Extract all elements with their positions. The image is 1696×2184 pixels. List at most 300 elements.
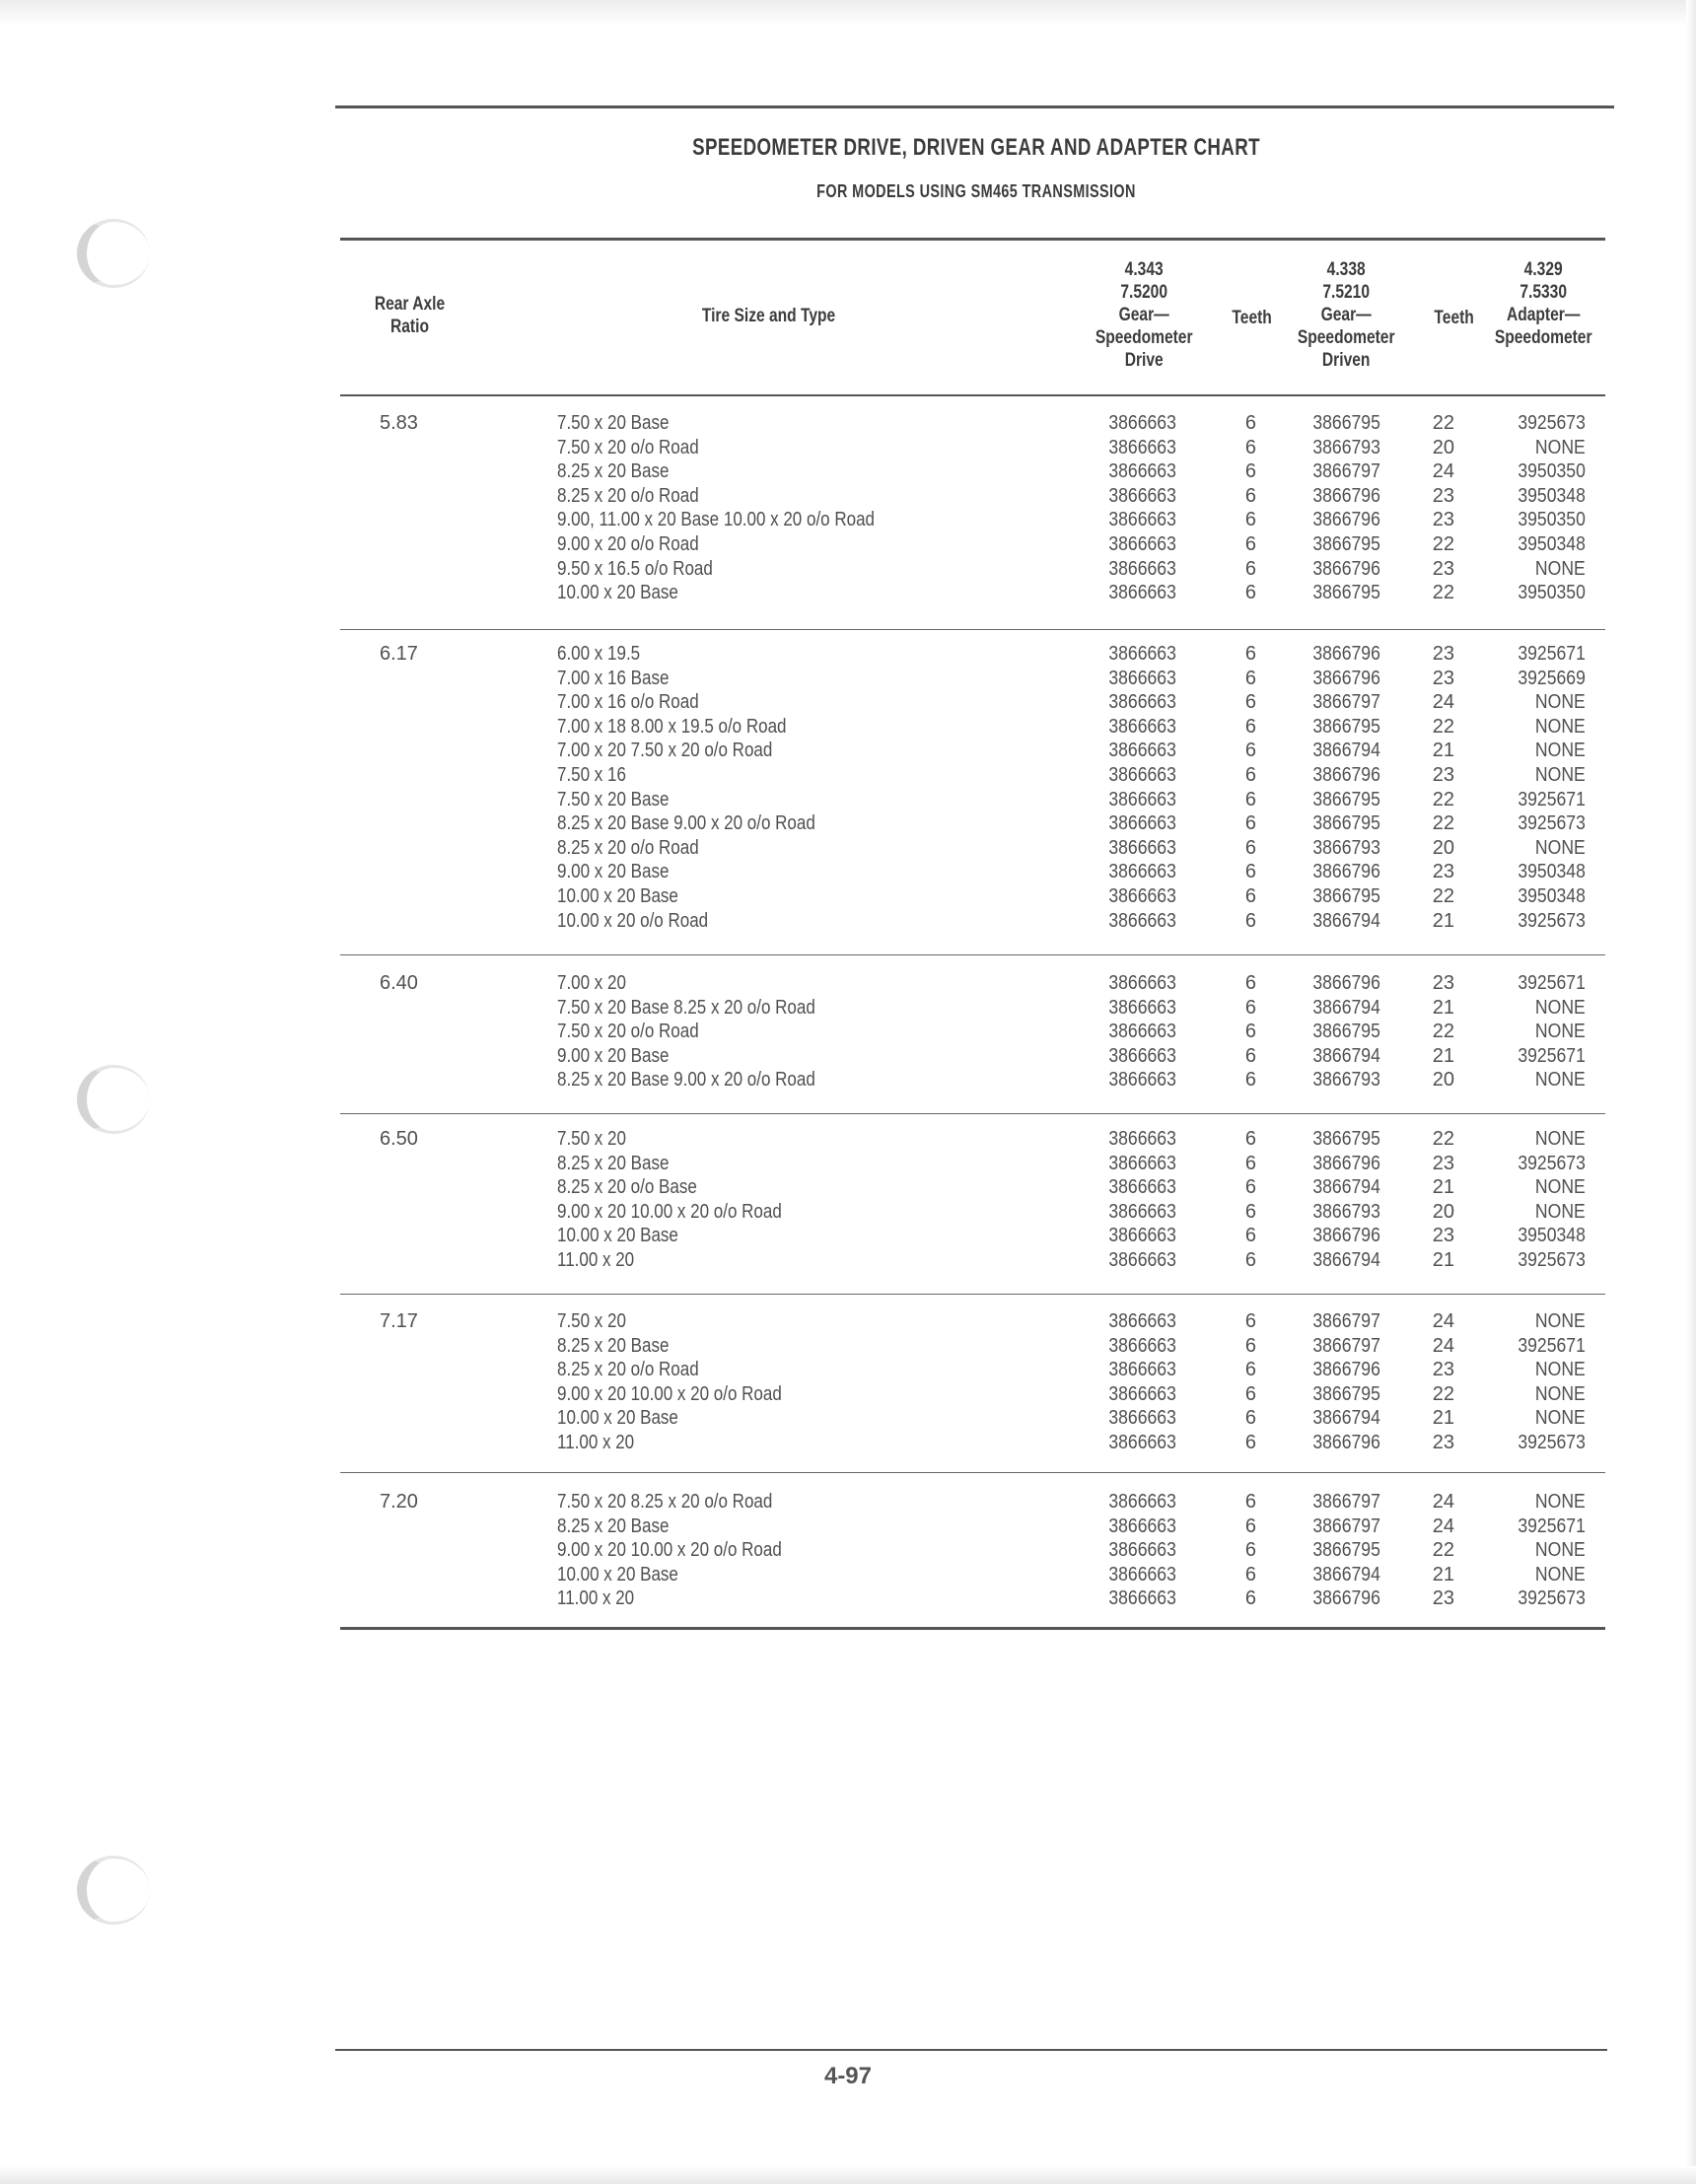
driven-cell: 3866797	[1312, 691, 1380, 714]
table-row	[0, 739, 1696, 763]
table-row	[0, 1490, 1696, 1515]
teeth2-cell: 22	[1432, 582, 1454, 604]
header-top-rule	[340, 238, 1605, 241]
teeth1-cell: 6	[1244, 1563, 1256, 1585]
driven-cell: 3866793	[1312, 436, 1380, 458]
table-row	[0, 971, 1696, 996]
chart-title: SPEEDOMETER DRIVE, DRIVEN GEAR AND ADAPTER CHART	[692, 134, 1260, 161]
tire-size-cell: 8.25 x 20 o/o Road	[557, 836, 699, 859]
teeth1-cell: 6	[1244, 861, 1256, 883]
teeth1-cell: 6	[1244, 1334, 1256, 1357]
tire-size-cell: 8.25 x 20 o/o Base	[557, 1176, 697, 1199]
driven-cell: 3866797	[1312, 1515, 1380, 1537]
tire-size-cell: 11.00 x 20	[557, 1587, 635, 1610]
tire-size-cell: 10.00 x 20 Base	[557, 1407, 678, 1430]
teeth2-cell: 23	[1432, 1432, 1454, 1453]
teeth1-cell: 6	[1244, 484, 1256, 507]
group-separator	[340, 1472, 1605, 1473]
adapter-cell: 3925671	[1518, 1334, 1586, 1357]
driven-cell: 3866796	[1312, 1225, 1380, 1247]
teeth2-cell: 23	[1432, 972, 1454, 994]
adapter-cell: 3925671	[1518, 1044, 1586, 1067]
teeth2-cell: 23	[1432, 764, 1454, 786]
driven-cell: 3866796	[1312, 484, 1380, 507]
teeth1-cell: 6	[1244, 885, 1256, 907]
drive-cell: 3866663	[1108, 812, 1176, 835]
header-driven-gear: 4.338 7.5210 Gear— Speedometer Driven	[1297, 259, 1395, 371]
table-row	[0, 1406, 1696, 1431]
teeth2-cell: 21	[1432, 996, 1454, 1019]
table-row	[0, 484, 1696, 509]
drive-cell: 3866663	[1108, 764, 1176, 786]
adapter-cell: NONE	[1535, 1563, 1586, 1585]
adapter-cell: NONE	[1535, 764, 1586, 786]
adapter-cell: NONE	[1535, 1382, 1586, 1405]
driven-cell: 3866797	[1312, 460, 1380, 483]
table-row	[0, 1127, 1696, 1152]
teeth1-cell: 6	[1244, 1407, 1256, 1430]
rear-axle-ratio: 7.20	[380, 1491, 418, 1513]
chart-subtitle: FOR MODELS USING SM465 TRANSMISSION	[816, 181, 1136, 201]
tire-size-cell: 8.25 x 20 Base	[557, 460, 670, 483]
tire-size-cell: 7.50 x 20 o/o Road	[557, 436, 699, 458]
header-adapter: 4.329 7.5330 Adapter— Speedometer	[1494, 259, 1592, 348]
group-separator	[340, 1294, 1605, 1295]
driven-cell: 3866794	[1312, 1249, 1380, 1271]
tire-size-cell: 8.25 x 20 Base	[557, 1152, 670, 1174]
teeth1-cell: 6	[1244, 533, 1256, 555]
teeth1-cell: 6	[1244, 764, 1256, 786]
adapter-cell: NONE	[1535, 1310, 1586, 1332]
table-row	[0, 1515, 1696, 1539]
teeth2-cell: 23	[1432, 509, 1454, 531]
scan-shadow-bottom	[0, 2166, 1696, 2184]
table-row	[0, 1538, 1696, 1563]
teeth2-cell: 23	[1432, 861, 1454, 883]
drive-cell: 3866663	[1108, 740, 1176, 762]
teeth2-cell: 22	[1432, 812, 1454, 835]
teeth2-cell: 24	[1432, 1491, 1454, 1513]
teeth2-cell: 23	[1432, 1359, 1454, 1381]
tire-size-cell: 9.00 x 20 10.00 x 20 o/o Road	[557, 1200, 782, 1223]
teeth2-cell: 21	[1432, 1249, 1454, 1271]
header-drive-gear: 4.343 7.5200 Gear— Speedometer Drive	[1095, 259, 1193, 371]
driven-cell: 3866795	[1312, 1382, 1380, 1405]
teeth2-cell: 23	[1432, 667, 1454, 689]
tire-size-cell: 7.00 x 18 8.00 x 19.5 o/o Road	[557, 715, 787, 738]
driven-cell: 3866795	[1312, 412, 1380, 434]
teeth1-cell: 6	[1244, 1587, 1256, 1610]
driven-cell: 3866796	[1312, 1359, 1380, 1381]
drive-cell: 3866663	[1108, 484, 1176, 507]
adapter-cell: NONE	[1535, 996, 1586, 1019]
drive-cell: 3866663	[1108, 1563, 1176, 1585]
table-row	[0, 1200, 1696, 1225]
table-row	[0, 1248, 1696, 1273]
tire-size-cell: 7.50 x 20 Base	[557, 412, 670, 434]
driven-cell: 3866794	[1312, 1407, 1380, 1430]
rear-axle-ratio: 6.40	[380, 972, 418, 994]
teeth2-cell: 20	[1432, 1200, 1454, 1223]
adapter-cell: 3950348	[1518, 1225, 1586, 1247]
teeth1-cell: 6	[1244, 509, 1256, 531]
teeth1-cell: 6	[1244, 643, 1256, 665]
footer-rule	[335, 2049, 1607, 2051]
drive-cell: 3866663	[1108, 557, 1176, 580]
drive-cell: 3866663	[1108, 788, 1176, 810]
tire-size-cell: 7.00 x 16 Base	[557, 667, 670, 689]
driven-cell: 3866796	[1312, 1432, 1380, 1453]
adapter-cell: NONE	[1535, 1176, 1586, 1199]
teeth2-cell: 23	[1432, 1152, 1454, 1174]
adapter-cell: 3925673	[1518, 1432, 1586, 1453]
driven-cell: 3866794	[1312, 1563, 1380, 1585]
teeth2-cell: 21	[1432, 1563, 1454, 1585]
drive-cell: 3866663	[1108, 1515, 1176, 1537]
drive-cell: 3866663	[1108, 667, 1176, 689]
teeth1-cell: 6	[1244, 1515, 1256, 1537]
tire-size-cell: 7.50 x 20 Base	[557, 788, 670, 810]
table-row	[0, 459, 1696, 484]
teeth2-cell: 21	[1432, 909, 1454, 932]
tire-size-cell: 7.50 x 20 Base 8.25 x 20 o/o Road	[557, 996, 815, 1019]
drive-cell: 3866663	[1108, 1491, 1176, 1513]
top-rule	[335, 106, 1614, 108]
teeth1-cell: 6	[1244, 1069, 1256, 1092]
drive-cell: 3866663	[1108, 436, 1176, 458]
tire-size-cell: 11.00 x 20	[557, 1432, 635, 1453]
teeth1-cell: 6	[1244, 582, 1256, 604]
header-tire-size: Tire Size and Type	[702, 306, 836, 326]
drive-cell: 3866663	[1108, 1249, 1176, 1271]
driven-cell: 3866796	[1312, 972, 1380, 994]
driven-cell: 3866795	[1312, 885, 1380, 907]
tire-size-cell: 7.00 x 16 o/o Road	[557, 691, 699, 714]
tire-size-cell: 7.50 x 20	[557, 1128, 626, 1150]
adapter-cell: 3925673	[1518, 1152, 1586, 1174]
teeth2-cell: 22	[1432, 788, 1454, 810]
drive-cell: 3866663	[1108, 972, 1176, 994]
table-row	[0, 996, 1696, 1021]
table-row	[0, 1358, 1696, 1382]
tire-size-cell: 9.00 x 20 10.00 x 20 o/o Road	[557, 1539, 782, 1562]
table-row	[0, 1224, 1696, 1248]
tire-size-cell: 9.00 x 20 10.00 x 20 o/o Road	[557, 1382, 782, 1405]
teeth2-cell: 24	[1432, 1310, 1454, 1332]
drive-cell: 3866663	[1108, 1382, 1176, 1405]
tire-size-cell: 8.25 x 20 Base	[557, 1515, 670, 1537]
adapter-cell: NONE	[1535, 1407, 1586, 1430]
driven-cell: 3866796	[1312, 764, 1380, 786]
group-separator	[340, 954, 1605, 955]
table-row	[0, 508, 1696, 532]
tire-size-cell: 8.25 x 20 Base 9.00 x 20 o/o Road	[557, 812, 815, 835]
teeth2-cell: 23	[1432, 484, 1454, 507]
teeth2-cell: 22	[1432, 1021, 1454, 1043]
adapter-cell: NONE	[1535, 436, 1586, 458]
driven-cell: 3866795	[1312, 715, 1380, 738]
table-row	[0, 715, 1696, 740]
header-teeth-drive: Teeth	[1232, 308, 1273, 328]
teeth2-cell: 21	[1432, 740, 1454, 762]
teeth2-cell: 22	[1432, 412, 1454, 434]
teeth2-cell: 21	[1432, 1176, 1454, 1199]
teeth2-cell: 24	[1432, 691, 1454, 714]
adapter-cell: 3950348	[1518, 484, 1586, 507]
teeth1-cell: 6	[1244, 1021, 1256, 1043]
teeth2-cell: 20	[1432, 1069, 1454, 1092]
adapter-cell: 3950350	[1518, 582, 1586, 604]
table-row	[0, 1152, 1696, 1176]
tire-size-cell: 9.50 x 16.5 o/o Road	[557, 557, 713, 580]
teeth2-cell: 23	[1432, 1225, 1454, 1247]
tire-size-cell: 9.00 x 20 Base	[557, 861, 670, 883]
drive-cell: 3866663	[1108, 836, 1176, 859]
drive-cell: 3866663	[1108, 460, 1176, 483]
table-row	[0, 642, 1696, 667]
rear-axle-ratio: 5.83	[380, 412, 418, 434]
adapter-cell: 3950348	[1518, 885, 1586, 907]
driven-cell: 3866795	[1312, 1128, 1380, 1150]
table-bottom-rule	[340, 1627, 1605, 1630]
rear-axle-ratio: 7.17	[380, 1310, 418, 1332]
drive-cell: 3866663	[1108, 996, 1176, 1019]
table-row	[0, 1044, 1696, 1069]
teeth1-cell: 6	[1244, 557, 1256, 580]
teeth1-cell: 6	[1244, 691, 1256, 714]
driven-cell: 3866796	[1312, 1152, 1380, 1174]
teeth2-cell: 24	[1432, 1334, 1454, 1357]
adapter-cell: 3925671	[1518, 1515, 1586, 1537]
drive-cell: 3866663	[1108, 1310, 1176, 1332]
drive-cell: 3866663	[1108, 1359, 1176, 1381]
teeth2-cell: 22	[1432, 1539, 1454, 1562]
tire-size-cell: 7.00 x 20 7.50 x 20 o/o Road	[557, 740, 773, 762]
table-row	[0, 909, 1696, 934]
drive-cell: 3866663	[1108, 509, 1176, 531]
table-row	[0, 1020, 1696, 1044]
driven-cell: 3866796	[1312, 861, 1380, 883]
drive-cell: 3866663	[1108, 412, 1176, 434]
drive-cell: 3866663	[1108, 1128, 1176, 1150]
table-row	[0, 1068, 1696, 1092]
table-row	[0, 1586, 1696, 1611]
table-row	[0, 411, 1696, 436]
teeth1-cell: 6	[1244, 412, 1256, 434]
adapter-cell: NONE	[1535, 740, 1586, 762]
drive-cell: 3866663	[1108, 1432, 1176, 1453]
adapter-cell: NONE	[1535, 715, 1586, 738]
adapter-cell: 3925673	[1518, 1249, 1586, 1271]
teeth1-cell: 6	[1244, 1128, 1256, 1150]
teeth1-cell: 6	[1244, 436, 1256, 458]
binder-hole-bottom	[77, 1856, 146, 1929]
table-row	[0, 860, 1696, 884]
group-separator	[340, 1113, 1605, 1114]
teeth2-cell: 21	[1432, 1407, 1454, 1430]
header-rear-axle-ratio: Rear Axle Ratio	[374, 294, 445, 337]
drive-cell: 3866663	[1108, 1021, 1176, 1043]
teeth2-cell: 23	[1432, 1587, 1454, 1610]
drive-cell: 3866663	[1108, 1407, 1176, 1430]
tire-size-cell: 10.00 x 20 Base	[557, 582, 678, 604]
teeth1-cell: 6	[1244, 1359, 1256, 1381]
table-row	[0, 667, 1696, 691]
tire-size-cell: 10.00 x 20 Base	[557, 1225, 678, 1247]
group-separator	[340, 629, 1605, 630]
table-row	[0, 1431, 1696, 1455]
drive-cell: 3866663	[1108, 715, 1176, 738]
tire-size-cell: 9.00, 11.00 x 20 Base 10.00 x 20 o/o Road	[557, 509, 875, 531]
driven-cell: 3866795	[1312, 1021, 1380, 1043]
teeth1-cell: 6	[1244, 909, 1256, 932]
tire-size-cell: 8.25 x 20 Base 9.00 x 20 o/o Road	[557, 1069, 815, 1092]
teeth1-cell: 6	[1244, 1200, 1256, 1223]
teeth1-cell: 6	[1244, 1225, 1256, 1247]
driven-cell: 3866796	[1312, 643, 1380, 665]
tire-size-cell: 9.00 x 20 o/o Road	[557, 533, 699, 555]
drive-cell: 3866663	[1108, 643, 1176, 665]
teeth1-cell: 6	[1244, 1491, 1256, 1513]
header-teeth-driven: Teeth	[1434, 308, 1475, 328]
tire-size-cell: 8.25 x 20 Base	[557, 1334, 670, 1357]
adapter-cell: 3925673	[1518, 909, 1586, 932]
adapter-cell: NONE	[1535, 1491, 1586, 1513]
table-row	[0, 1382, 1696, 1407]
teeth2-cell: 22	[1432, 715, 1454, 738]
teeth2-cell: 21	[1432, 1044, 1454, 1067]
tire-size-cell: 9.00 x 20 Base	[557, 1044, 670, 1067]
tire-size-cell: 10.00 x 20 o/o Road	[557, 909, 709, 932]
drive-cell: 3866663	[1108, 885, 1176, 907]
table-row	[0, 690, 1696, 715]
table-row	[0, 1563, 1696, 1587]
teeth2-cell: 24	[1432, 1515, 1454, 1537]
driven-cell: 3866796	[1312, 557, 1380, 580]
teeth1-cell: 6	[1244, 812, 1256, 835]
adapter-cell: 3925673	[1518, 812, 1586, 835]
rear-axle-ratio: 6.50	[380, 1128, 418, 1150]
teeth1-cell: 6	[1244, 972, 1256, 994]
drive-cell: 3866663	[1108, 582, 1176, 604]
binder-hole-top	[77, 219, 146, 292]
teeth2-cell: 22	[1432, 1128, 1454, 1150]
adapter-cell: 3925673	[1518, 412, 1586, 434]
adapter-cell: 3950350	[1518, 460, 1586, 483]
adapter-cell: 3950350	[1518, 509, 1586, 531]
driven-cell: 3866797	[1312, 1491, 1380, 1513]
teeth1-cell: 6	[1244, 836, 1256, 859]
driven-cell: 3866795	[1312, 1539, 1380, 1562]
table-row	[0, 557, 1696, 582]
adapter-cell: NONE	[1535, 1069, 1586, 1092]
drive-cell: 3866663	[1108, 1225, 1176, 1247]
driven-cell: 3866794	[1312, 1044, 1380, 1067]
drive-cell: 3866663	[1108, 861, 1176, 883]
adapter-cell: NONE	[1535, 557, 1586, 580]
teeth2-cell: 20	[1432, 836, 1454, 859]
tire-size-cell: 6.00 x 19.5	[557, 643, 641, 665]
drive-cell: 3866663	[1108, 1152, 1176, 1174]
tire-size-cell: 10.00 x 20 Base	[557, 1563, 678, 1585]
adapter-cell: 3925669	[1518, 667, 1586, 689]
teeth1-cell: 6	[1244, 667, 1256, 689]
adapter-cell: NONE	[1535, 1128, 1586, 1150]
driven-cell: 3866796	[1312, 667, 1380, 689]
driven-cell: 3866795	[1312, 788, 1380, 810]
table-row	[0, 836, 1696, 861]
teeth1-cell: 6	[1244, 715, 1256, 738]
teeth1-cell: 6	[1244, 460, 1256, 483]
tire-size-cell: 8.25 x 20 o/o Road	[557, 1359, 699, 1381]
teeth1-cell: 6	[1244, 1152, 1256, 1174]
teeth1-cell: 6	[1244, 1249, 1256, 1271]
teeth2-cell: 23	[1432, 557, 1454, 580]
table-row	[0, 1175, 1696, 1200]
adapter-cell: 3925671	[1518, 788, 1586, 810]
teeth2-cell: 22	[1432, 533, 1454, 555]
driven-cell: 3866795	[1312, 533, 1380, 555]
table-row	[0, 811, 1696, 836]
driven-cell: 3866797	[1312, 1334, 1380, 1357]
adapter-cell: NONE	[1535, 1359, 1586, 1381]
adapter-cell: 3925671	[1518, 972, 1586, 994]
tire-size-cell: 7.50 x 16	[557, 764, 626, 786]
driven-cell: 3866794	[1312, 996, 1380, 1019]
driven-cell: 3866793	[1312, 1200, 1380, 1223]
tire-size-cell: 7.50 x 20 8.25 x 20 o/o Road	[557, 1491, 773, 1513]
tire-size-cell: 7.00 x 20	[557, 972, 626, 994]
teeth1-cell: 6	[1244, 740, 1256, 762]
drive-cell: 3866663	[1108, 533, 1176, 555]
drive-cell: 3866663	[1108, 1176, 1176, 1199]
tire-size-cell: 7.50 x 20 o/o Road	[557, 1021, 699, 1043]
tire-size-cell: 7.50 x 20	[557, 1310, 626, 1332]
drive-cell: 3866663	[1108, 1587, 1176, 1610]
driven-cell: 3866793	[1312, 1069, 1380, 1092]
driven-cell: 3866793	[1312, 836, 1380, 859]
adapter-cell: 3925671	[1518, 643, 1586, 665]
tire-size-cell: 8.25 x 20 o/o Road	[557, 484, 699, 507]
drive-cell: 3866663	[1108, 1069, 1176, 1092]
teeth1-cell: 6	[1244, 788, 1256, 810]
driven-cell: 3866794	[1312, 740, 1380, 762]
table-row	[0, 763, 1696, 788]
adapter-cell: NONE	[1535, 836, 1586, 859]
drive-cell: 3866663	[1108, 691, 1176, 714]
drive-cell: 3866663	[1108, 1539, 1176, 1562]
driven-cell: 3866795	[1312, 582, 1380, 604]
driven-cell: 3866795	[1312, 812, 1380, 835]
teeth2-cell: 20	[1432, 436, 1454, 458]
teeth1-cell: 6	[1244, 996, 1256, 1019]
driven-cell: 3866794	[1312, 909, 1380, 932]
drive-cell: 3866663	[1108, 1334, 1176, 1357]
driven-cell: 3866796	[1312, 1587, 1380, 1610]
drive-cell: 3866663	[1108, 1044, 1176, 1067]
adapter-cell: 3950348	[1518, 861, 1586, 883]
teeth1-cell: 6	[1244, 1044, 1256, 1067]
table-row	[0, 532, 1696, 557]
driven-cell: 3866796	[1312, 509, 1380, 531]
teeth2-cell: 24	[1432, 460, 1454, 483]
page-number: 4-97	[823, 2063, 873, 2089]
adapter-cell: NONE	[1535, 1200, 1586, 1223]
teeth1-cell: 6	[1244, 1176, 1256, 1199]
teeth2-cell: 22	[1432, 1382, 1454, 1405]
header-bottom-rule	[340, 394, 1605, 396]
teeth1-cell: 6	[1244, 1310, 1256, 1332]
